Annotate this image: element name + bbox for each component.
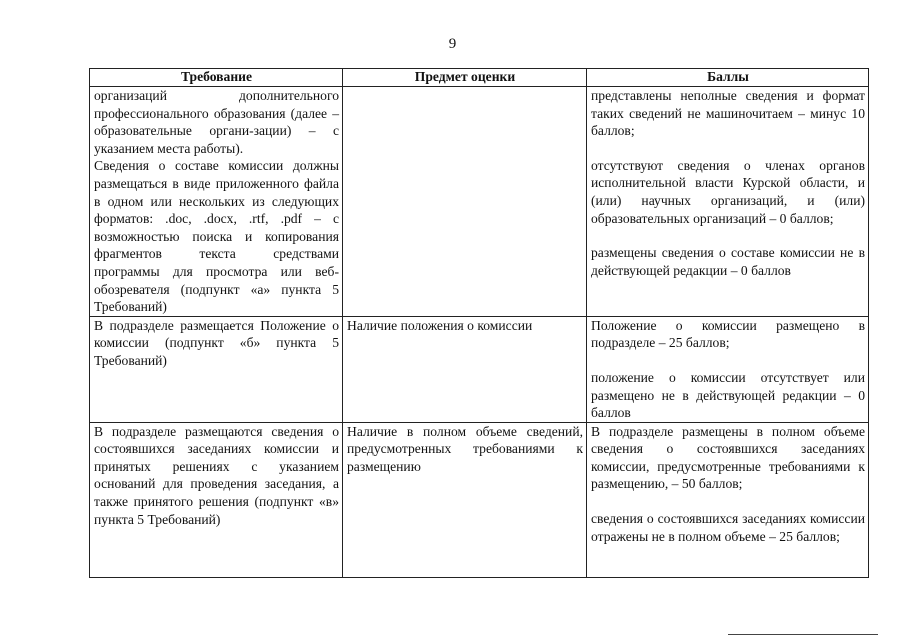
subject-cell [343,316,587,422]
requirement-text: Сведения о составе комиссии должны размещаться в виде приложенного файла в одном или нескольких из следующих форматов: .doc, .docx, .rtf, .pdf – с возможностью поиска и копирования фрагментов текста средствами программы для просмотра или веб-обозревателя (подпункт «а» пункта 5 Требований) [94,158,339,315]
subject-text: Наличие в полном объеме сведений, предусмотренных требованиями к размещению [347,423,583,474]
points-text: В подразделе размещены в полном объеме сведения о состоявшихся заседаниях комиссии, предусмотренные требованиями к размещению, – 50 баллов; [591,423,865,492]
subject-cell [343,87,587,317]
subject-text: Наличие положения о комиссии [347,317,533,333]
points-text: положение о комиссии отсутствует или размещено не в действующей редакции – 0 баллов [591,369,865,421]
requirement-text: В подразделе размещается Положение о комиссии (подпункт «б» пункта 5 Требований) [94,317,339,368]
header-points: Баллы [587,69,869,87]
points-text: отсутствуют сведения о членах органов исполнительной власти Курской области, и (или) научных организаций, и (или) образовательных организаций – 0 баллов; [591,157,865,226]
table-header-row [90,69,869,87]
points-text: представлены неполные сведения и формат таких сведений не машиночитаем – минус 10 баллов; [591,88,865,139]
table-row [90,422,869,577]
points-text: размещены сведения о составе комиссии не в действующей редакции – 0 баллов [591,245,865,278]
header-subject: Предмет оценки [343,69,587,87]
table-row [90,316,869,422]
requirement-text: организаций дополнительного профессионального образования (далее – образовательные органи-зации) – с указанием места работы). [94,88,339,156]
points-cell [587,316,869,422]
header-requirement: Требование [90,69,343,87]
points-cell [587,87,869,317]
requirement-cell [90,87,343,317]
page-number: 9 [448,36,457,52]
requirements-table [89,68,869,578]
requirement-cell [90,422,343,577]
points-text: Положение о комиссии размещено в подразделе – 25 баллов; [591,317,865,351]
requirement-cell [90,316,343,422]
requirement-text: В подразделе размещаются сведения о состоявшихся заседаниях комиссии и принятых решениях с указанием оснований для проведения заседания, а также принятого решения (подпункт «в» пункта 5 Требований) [94,423,339,527]
page-edge-line [728,634,878,635]
points-cell [587,422,869,577]
table-row [90,87,869,317]
points-text: сведения о состоявшихся заседаниях комиссии отражены не в полном объеме – 25 баллов; [591,511,865,544]
subject-cell [343,422,587,577]
